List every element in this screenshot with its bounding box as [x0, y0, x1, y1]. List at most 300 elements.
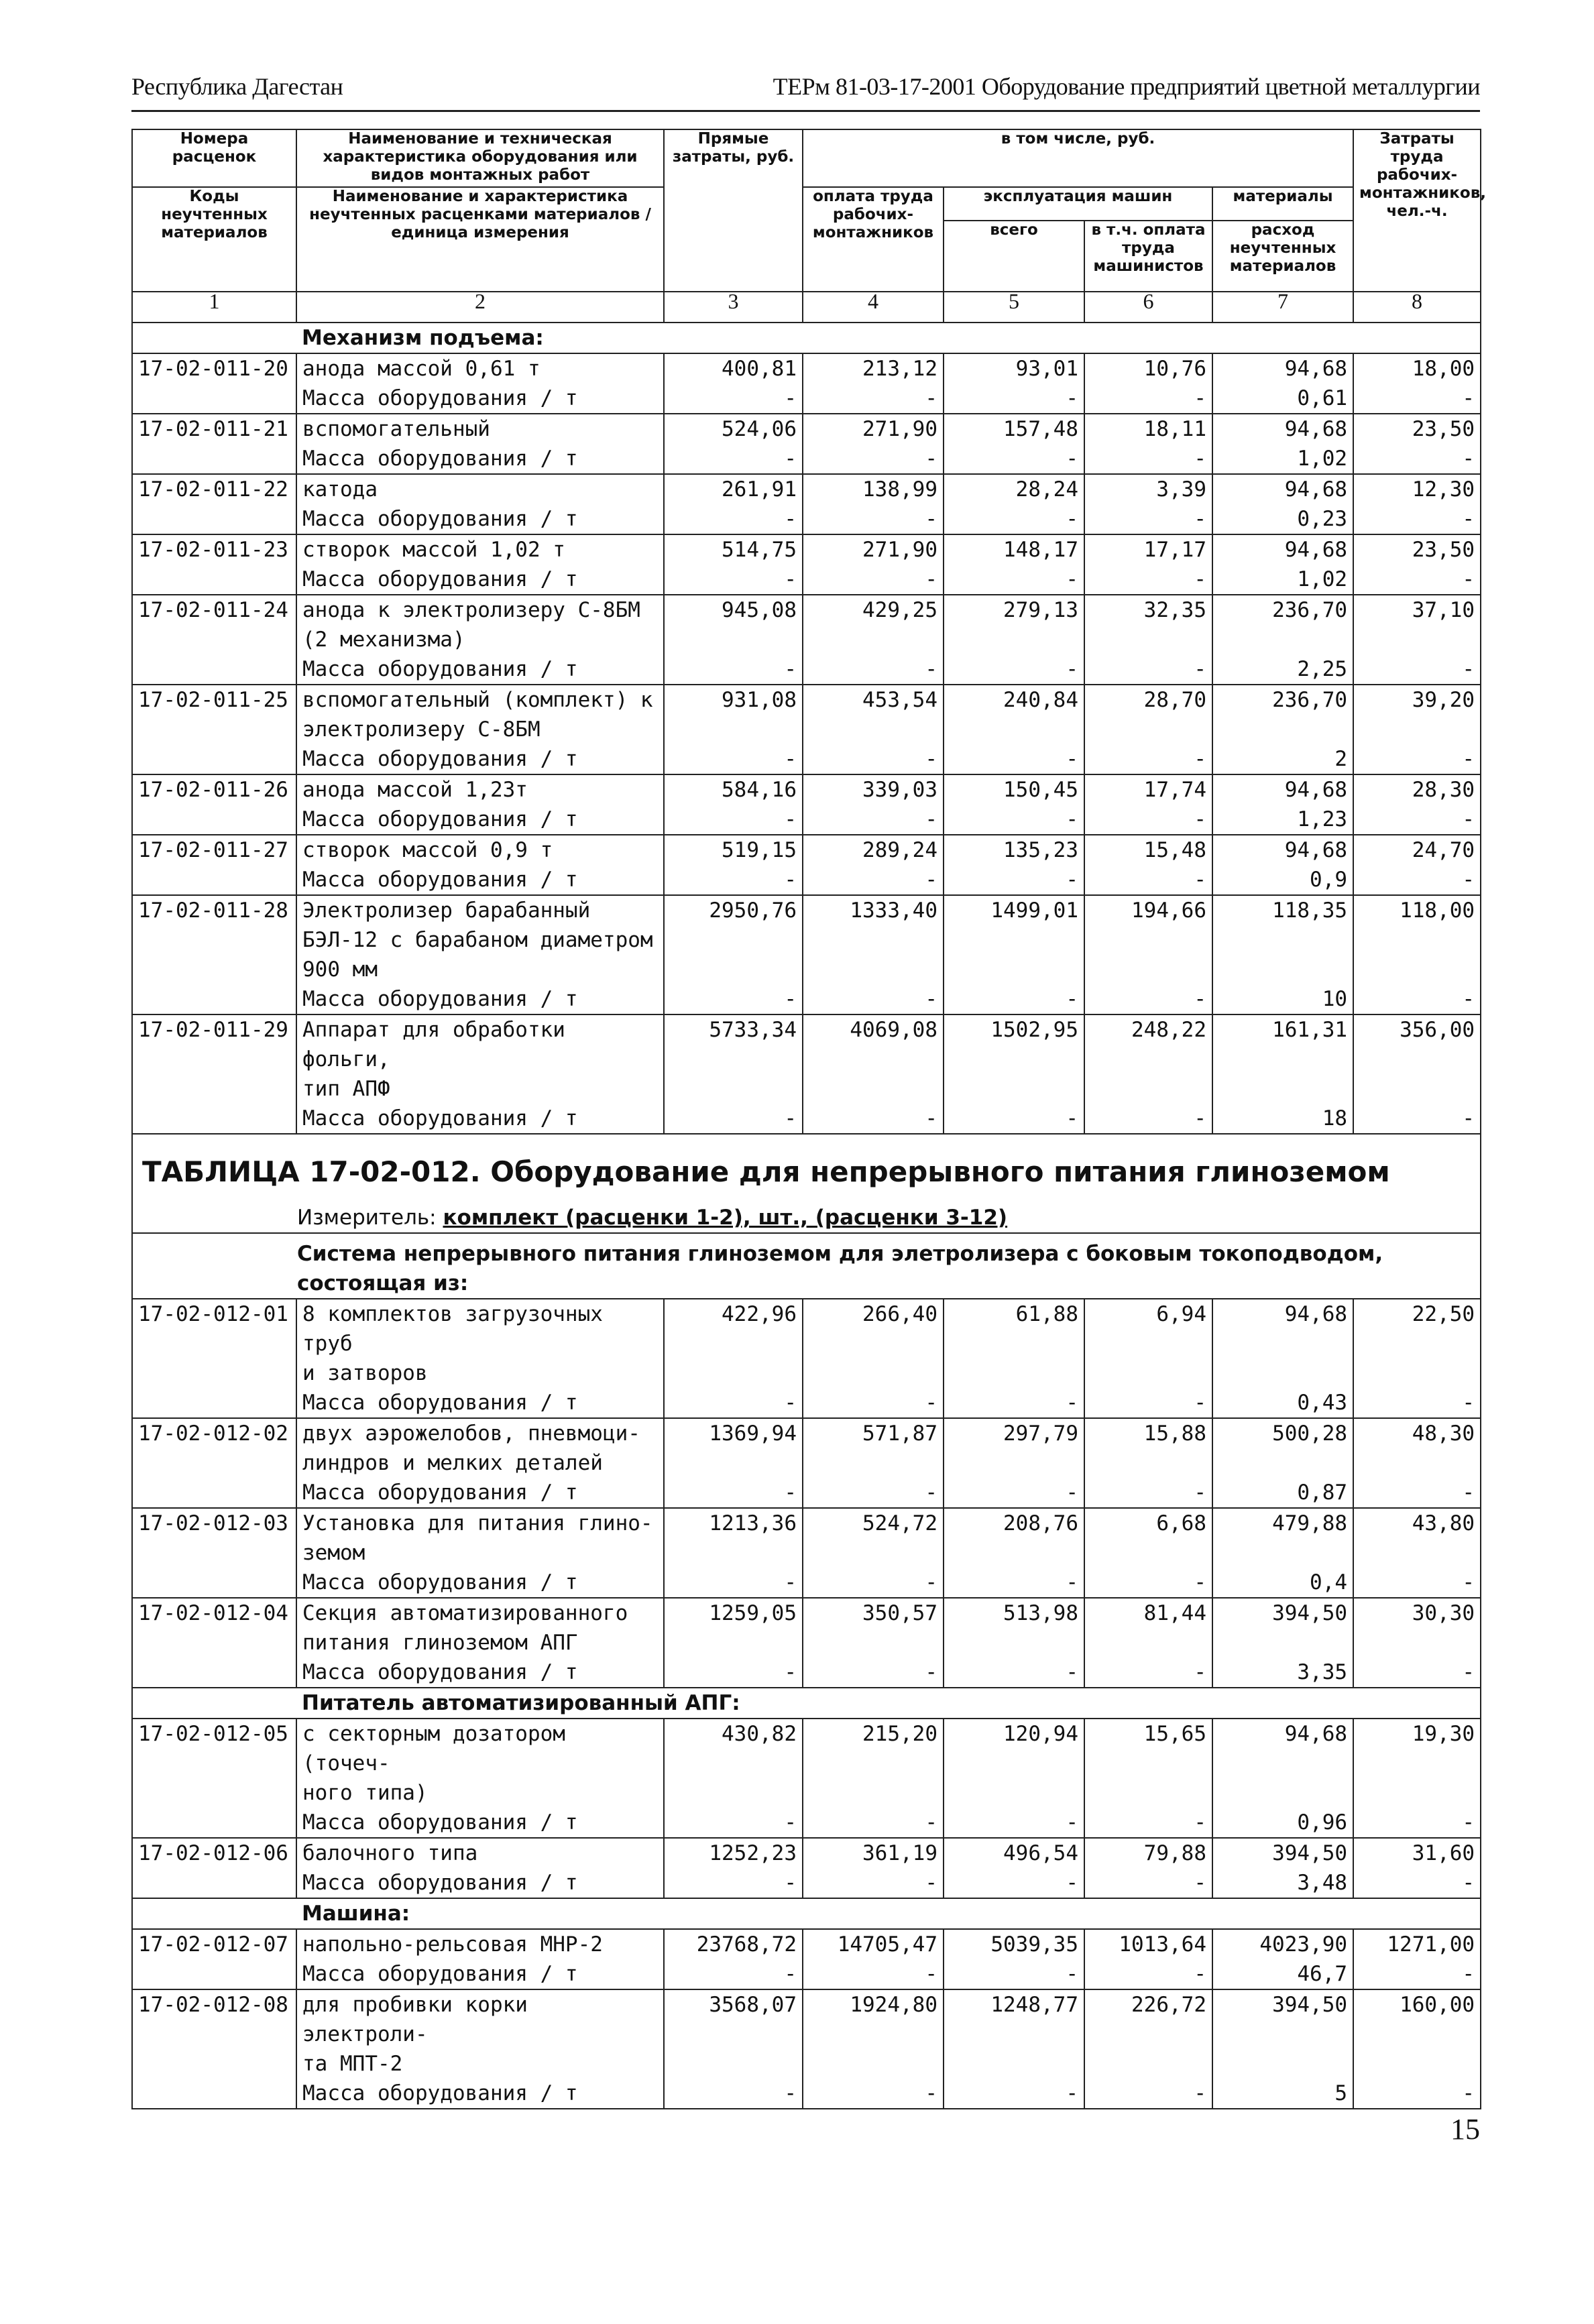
dash-cell: -: [664, 984, 803, 1014]
mass-row: [132, 565, 1481, 595]
dash-cell: -: [664, 1478, 803, 1508]
mass-code-cell: [132, 1808, 296, 1838]
mass-code-cell: [132, 1478, 296, 1508]
direct-cost-value: 23768,72: [664, 1929, 803, 1959]
labor-pay-value: 361,19: [803, 1838, 944, 1868]
dash-cell: -: [1353, 1478, 1481, 1508]
labor-pay-value: 429,25: [803, 595, 944, 654]
drivers-pay-value: 15,88: [1084, 1418, 1212, 1478]
dash-cell: -: [944, 504, 1084, 534]
dash-cell: -: [803, 1808, 944, 1838]
direct-cost-value: 5733,34: [664, 1014, 803, 1104]
labor-hours-value: 160,00: [1353, 1989, 1481, 2079]
drivers-pay-value: 17,17: [1084, 534, 1212, 565]
rate-code: 17-02-011-28: [132, 895, 296, 984]
machines-total-value: 135,23: [944, 835, 1084, 865]
mass-value: 2,25: [1212, 654, 1353, 685]
mass-code-cell: [132, 984, 296, 1014]
mass-value: 2: [1212, 744, 1353, 774]
rate-description-line: ного типа): [302, 1781, 428, 1805]
table-row: [132, 835, 1481, 865]
mass-label: Масса оборудования / т: [296, 565, 664, 595]
rates-table: [131, 129, 1486, 2109]
rate-code: 17-02-012-01: [132, 1299, 296, 1388]
dash-cell: -: [664, 1658, 803, 1688]
labor-hours-value: 23,50: [1353, 414, 1481, 444]
drivers-pay-value: 81,44: [1084, 1598, 1212, 1658]
mass-value: 1,02: [1212, 565, 1353, 595]
dash-cell: -: [664, 1959, 803, 1989]
dash-cell: -: [803, 654, 944, 685]
table-row: [132, 895, 1481, 984]
running-header-region: Республика Дагестан: [131, 73, 343, 100]
header-direct-costs: Прямые затраты, руб.: [664, 129, 803, 292]
rate-description-line: 900 мм: [302, 957, 378, 982]
dash-cell: -: [944, 1104, 1084, 1134]
header-including: в том числе, руб.: [803, 129, 1353, 187]
labor-pay-value: 215,20: [803, 1719, 944, 1808]
drivers-pay-value: 15,48: [1084, 835, 1212, 865]
mass-label: Масса оборудования / т: [296, 654, 664, 685]
mass-label: Масса оборудования / т: [296, 865, 664, 895]
mass-label: Масса оборудования / т: [296, 805, 664, 835]
table2-system-row: [132, 1233, 1481, 1299]
column-number: 7: [1212, 292, 1353, 323]
labor-hours-value: 18,00: [1353, 353, 1481, 384]
dash-cell: -: [664, 1568, 803, 1598]
dash-cell: -: [944, 2079, 1084, 2109]
header-labor-costs: Затраты труда рабочих-монтажников, чел.-ч.: [1353, 129, 1481, 292]
mass-code-cell: [132, 805, 296, 835]
materials-value: 94,68: [1212, 353, 1353, 384]
labor-hours-value: 48,30: [1353, 1418, 1481, 1478]
mass-code-cell: [132, 565, 296, 595]
dash-cell: -: [1353, 1868, 1481, 1898]
dash-cell: -: [664, 865, 803, 895]
rate-description: [296, 1508, 664, 1568]
rate-code: 17-02-011-24: [132, 595, 296, 654]
mass-code-cell: [132, 654, 296, 685]
machines-total-value: 157,48: [944, 414, 1084, 444]
mass-value: 3,48: [1212, 1868, 1353, 1898]
dash-cell: -: [664, 2079, 803, 2109]
dash-cell: -: [803, 744, 944, 774]
dash-cell: -: [944, 1568, 1084, 1598]
mass-value: 1,23: [1212, 805, 1353, 835]
dash-cell: -: [1084, 2079, 1212, 2109]
direct-cost-value: 519,15: [664, 835, 803, 865]
rate-description: [296, 685, 664, 744]
dash-cell: -: [944, 1388, 1084, 1418]
mass-row: [132, 865, 1481, 895]
mass-label: Масса оборудования / т: [296, 504, 664, 534]
column-number: 2: [296, 292, 664, 323]
rate-description-line: двух аэрожелобов, пневмоци-: [302, 1421, 640, 1446]
mass-row: [132, 384, 1481, 414]
dash-cell: -: [664, 744, 803, 774]
materials-value: 394,50: [1212, 1989, 1353, 2079]
system-title: Система непрерывного питания глиноземом для элетролизера с боковым токоподводом, состоящая из:: [297, 1242, 1383, 1295]
direct-cost-value: 1213,36: [664, 1508, 803, 1568]
page-number: 15: [1450, 2113, 1480, 2146]
dash-cell: -: [803, 1568, 944, 1598]
rate-code: 17-02-012-07: [132, 1929, 296, 1959]
rate-code: 17-02-012-06: [132, 1838, 296, 1868]
table-row: [132, 1014, 1481, 1104]
mass-code-cell: [132, 865, 296, 895]
drivers-pay-value: 1013,64: [1084, 1929, 1212, 1959]
machines-total-value: 279,13: [944, 595, 1084, 654]
rate-description-line: тип АПФ: [302, 1077, 390, 1101]
header-name-bottom: Наименование и характеристика неучтенных расценками материалов / единица измерения: [296, 187, 664, 292]
rate-description-line: и затворов: [302, 1361, 428, 1385]
mass-code-cell: [132, 1658, 296, 1688]
mass-value: 0,61: [1212, 384, 1353, 414]
section-title-row: [132, 1898, 1481, 1929]
rate-code: 17-02-011-20: [132, 353, 296, 384]
materials-value: 394,50: [1212, 1598, 1353, 1658]
mass-row: [132, 1808, 1481, 1838]
mass-code-cell: [132, 384, 296, 414]
direct-cost-value: 3568,07: [664, 1989, 803, 2079]
rate-description-line: катода: [302, 477, 378, 502]
materials-value: 94,68: [1212, 414, 1353, 444]
rate-description-line: для пробивки корки электроли-: [302, 1993, 528, 2046]
mass-row: [132, 1478, 1481, 1508]
labor-pay-value: 271,90: [803, 414, 944, 444]
running-header-document-title: ТЕРм 81-03-17-2001 Оборудование предприятий цветной металлургии: [773, 73, 1480, 100]
dash-cell: -: [803, 865, 944, 895]
mass-label: Масса оборудования / т: [296, 1388, 664, 1418]
mass-label: Масса оборудования / т: [296, 1808, 664, 1838]
dash-cell: -: [1353, 654, 1481, 685]
dash-cell: -: [1084, 1658, 1212, 1688]
labor-pay-value: 339,03: [803, 774, 944, 805]
mass-value: 0,9: [1212, 865, 1353, 895]
labor-hours-value: 19,30: [1353, 1719, 1481, 1808]
column-number: 1: [132, 292, 296, 323]
labor-pay-value: 4069,08: [803, 1014, 944, 1104]
labor-pay-value: 524,72: [803, 1508, 944, 1568]
labor-hours-value: 12,30: [1353, 474, 1481, 504]
dash-cell: -: [1353, 1959, 1481, 1989]
labor-pay-value: 138,99: [803, 474, 944, 504]
dash-cell: -: [1084, 984, 1212, 1014]
table-row: [132, 1299, 1481, 1388]
header-total: всего: [944, 221, 1084, 292]
dash-cell: -: [664, 805, 803, 835]
dash-cell: -: [1353, 384, 1481, 414]
section-title: Механизм подъема:: [302, 326, 544, 350]
dash-cell: -: [944, 1959, 1084, 1989]
labor-hours-value: 31,60: [1353, 1838, 1481, 1868]
labor-hours-value: 23,50: [1353, 534, 1481, 565]
table-row: [132, 1838, 1481, 1868]
mass-code-cell: [132, 1959, 296, 1989]
dash-cell: -: [664, 444, 803, 474]
mass-value: 0,87: [1212, 1478, 1353, 1508]
drivers-pay-value: 6,68: [1084, 1508, 1212, 1568]
dash-cell: -: [944, 565, 1084, 595]
labor-pay-value: 1924,80: [803, 1989, 944, 2079]
dash-cell: -: [944, 805, 1084, 835]
table-row: [132, 414, 1481, 444]
mass-label: Масса оборудования / т: [296, 744, 664, 774]
table-row: [132, 353, 1481, 384]
rate-code: 17-02-011-22: [132, 474, 296, 504]
dash-cell: -: [803, 805, 944, 835]
table-row: [132, 1598, 1481, 1658]
dash-cell: -: [1353, 805, 1481, 835]
rate-description: [296, 1598, 664, 1658]
rate-description: [296, 1989, 664, 2079]
materials-value: 94,68: [1212, 835, 1353, 865]
header-materials: материалы: [1212, 187, 1353, 221]
dash-cell: -: [1353, 504, 1481, 534]
rate-description-line: линдров и мелких деталей: [302, 1451, 603, 1475]
rate-code: 17-02-012-04: [132, 1598, 296, 1658]
machines-total-value: 513,98: [944, 1598, 1084, 1658]
mass-code-cell: [132, 1568, 296, 1598]
labor-hours-value: 39,20: [1353, 685, 1481, 744]
rate-description-line: 8 комплектов загрузочных труб: [302, 1302, 603, 1356]
rate-description: [296, 1418, 664, 1478]
direct-cost-value: 422,96: [664, 1299, 803, 1388]
labor-pay-value: 266,40: [803, 1299, 944, 1388]
dash-cell: -: [1084, 865, 1212, 895]
dash-cell: -: [803, 1478, 944, 1508]
drivers-pay-value: 28,70: [1084, 685, 1212, 744]
mass-value: 0,43: [1212, 1388, 1353, 1418]
rate-description-line: та МПТ-2: [302, 2052, 403, 2076]
materials-value: 94,68: [1212, 534, 1353, 565]
dash-cell: -: [944, 1478, 1084, 1508]
table2-title-row: [132, 1134, 1481, 1194]
materials-value: 94,68: [1212, 1719, 1353, 1808]
direct-cost-value: 1252,23: [664, 1838, 803, 1868]
mass-code-cell: [132, 1388, 296, 1418]
dash-cell: -: [944, 1658, 1084, 1688]
rate-code: 17-02-011-23: [132, 534, 296, 565]
dash-cell: -: [1353, 565, 1481, 595]
header-incl-drivers: в т.ч. оплата труда машинистов: [1084, 221, 1212, 292]
dash-cell: -: [664, 1388, 803, 1418]
rate-description: [296, 474, 664, 504]
drivers-pay-value: 6,94: [1084, 1299, 1212, 1388]
materials-value: 161,31: [1212, 1014, 1353, 1104]
dash-cell: -: [1084, 1568, 1212, 1598]
rate-description: [296, 835, 664, 865]
rate-code: 17-02-011-26: [132, 774, 296, 805]
drivers-pay-value: 248,22: [1084, 1014, 1212, 1104]
rate-description-line: анода массой 0,61 т: [302, 357, 540, 381]
rate-code: 17-02-012-05: [132, 1719, 296, 1808]
rate-description-line: створок массой 0,9 т: [302, 838, 553, 862]
dash-cell: -: [803, 504, 944, 534]
rate-code: 17-02-012-08: [132, 1989, 296, 2079]
mass-row: [132, 1868, 1481, 1898]
labor-hours-value: 43,80: [1353, 1508, 1481, 1568]
dash-cell: -: [803, 384, 944, 414]
rate-description-line: балочного типа: [302, 1841, 478, 1865]
dash-cell: -: [944, 384, 1084, 414]
mass-row: [132, 1658, 1481, 1688]
dash-cell: -: [944, 984, 1084, 1014]
materials-value: 394,50: [1212, 1838, 1353, 1868]
rate-description-line: створок массой 1,02 т: [302, 538, 565, 562]
dash-cell: -: [1084, 1104, 1212, 1134]
rate-description: [296, 534, 664, 565]
machines-total-value: 28,24: [944, 474, 1084, 504]
table-row: [132, 774, 1481, 805]
labor-pay-value: 271,90: [803, 534, 944, 565]
table-header: [132, 129, 1486, 323]
rate-description: [296, 1838, 664, 1868]
mass-label: Масса оборудования / т: [296, 1959, 664, 1989]
column-number: 6: [1084, 292, 1212, 323]
materials-value: 236,70: [1212, 595, 1353, 654]
mass-row: [132, 805, 1481, 835]
rate-description: [296, 1299, 664, 1388]
machines-total-value: 496,54: [944, 1838, 1084, 1868]
rate-description-line: анода к электролизеру С-8БМ: [302, 598, 640, 622]
column-numbers-row: [132, 292, 1481, 323]
direct-cost-value: 584,16: [664, 774, 803, 805]
materials-value: 236,70: [1212, 685, 1353, 744]
mass-row: [132, 2079, 1481, 2109]
dash-cell: -: [1084, 1808, 1212, 1838]
header-consumption: расход неучтенных материалов: [1212, 221, 1353, 292]
table-row: [132, 534, 1481, 565]
rate-code: 17-02-011-29: [132, 1014, 296, 1104]
labor-pay-value: 14705,47: [803, 1929, 944, 1959]
dash-cell: -: [944, 654, 1084, 685]
mass-value: 0,96: [1212, 1808, 1353, 1838]
mass-row: [132, 984, 1481, 1014]
mass-value: 1,02: [1212, 444, 1353, 474]
table-row: [132, 1418, 1481, 1478]
measure-value: комплект (расценки 1-2), шт., (расценки 3-12): [443, 1206, 1008, 1230]
dash-cell: -: [1084, 744, 1212, 774]
rate-code: 17-02-011-21: [132, 414, 296, 444]
dash-cell: -: [1084, 1388, 1212, 1418]
dash-cell: -: [1084, 565, 1212, 595]
rate-code: 17-02-012-03: [132, 1508, 296, 1568]
dash-cell: -: [1084, 1478, 1212, 1508]
mass-value: 18: [1212, 1104, 1353, 1134]
dash-cell: -: [664, 504, 803, 534]
column-number: 4: [803, 292, 944, 323]
rate-description: [296, 353, 664, 384]
labor-hours-value: 1271,00: [1353, 1929, 1481, 1959]
dash-cell: -: [944, 744, 1084, 774]
mass-label: Масса оборудования / т: [296, 2079, 664, 2109]
mass-label: Масса оборудования / т: [296, 444, 664, 474]
dash-cell: -: [1084, 654, 1212, 685]
labor-hours-value: 37,10: [1353, 595, 1481, 654]
direct-cost-value: 430,82: [664, 1719, 803, 1808]
mass-row: [132, 504, 1481, 534]
dash-cell: -: [803, 444, 944, 474]
direct-cost-value: 1369,94: [664, 1418, 803, 1478]
column-number: 3: [664, 292, 803, 323]
dash-cell: -: [664, 1868, 803, 1898]
table-row: [132, 1929, 1481, 1959]
rate-description-line: вспомогательный: [302, 417, 490, 441]
labor-hours-value: 118,00: [1353, 895, 1481, 984]
drivers-pay-value: 32,35: [1084, 595, 1212, 654]
mass-label: Масса оборудования / т: [296, 1104, 664, 1134]
header-labor-pay: оплата труда рабочих-монтажников: [803, 187, 944, 292]
labor-hours-value: 30,30: [1353, 1598, 1481, 1658]
table-row: [132, 595, 1481, 654]
dash-cell: -: [944, 1868, 1084, 1898]
mass-code-cell: [132, 504, 296, 534]
materials-value: 94,68: [1212, 474, 1353, 504]
machines-total-value: 1248,77: [944, 1989, 1084, 2079]
dash-cell: -: [1353, 1568, 1481, 1598]
materials-value: 4023,90: [1212, 1929, 1353, 1959]
direct-cost-value: 1259,05: [664, 1598, 803, 1658]
rate-description: [296, 895, 664, 984]
mass-row: [132, 1388, 1481, 1418]
drivers-pay-value: 79,88: [1084, 1838, 1212, 1868]
table2-measure-row: [132, 1194, 1481, 1233]
labor-pay-value: 571,87: [803, 1418, 944, 1478]
dash-cell: -: [1353, 744, 1481, 774]
labor-hours-value: 24,70: [1353, 835, 1481, 865]
mass-label: Масса оборудования / т: [296, 1478, 664, 1508]
dash-cell: -: [1084, 444, 1212, 474]
dash-cell: -: [803, 1658, 944, 1688]
materials-value: 94,68: [1212, 774, 1353, 805]
mass-code-cell: [132, 2079, 296, 2109]
column-number: 8: [1353, 292, 1481, 323]
drivers-pay-value: 15,65: [1084, 1719, 1212, 1808]
measure-label: Измеритель:: [297, 1206, 443, 1230]
mass-label: Масса оборудования / т: [296, 1568, 664, 1598]
dash-cell: -: [1084, 1868, 1212, 1898]
direct-cost-value: 400,81: [664, 353, 803, 384]
section-title-row: [132, 323, 1481, 353]
mass-label: Масса оборудования / т: [296, 984, 664, 1014]
labor-pay-value: 289,24: [803, 835, 944, 865]
rate-description: [296, 1719, 664, 1808]
direct-cost-value: 2950,76: [664, 895, 803, 984]
table-row: [132, 1719, 1481, 1808]
machines-total-value: 240,84: [944, 685, 1084, 744]
dash-cell: -: [1084, 805, 1212, 835]
dash-cell: -: [1353, 865, 1481, 895]
mass-row: [132, 1104, 1481, 1134]
table-row: [132, 1989, 1481, 2079]
drivers-pay-value: 226,72: [1084, 1989, 1212, 2079]
table-row: [132, 474, 1481, 504]
dash-cell: -: [1353, 1104, 1481, 1134]
dash-cell: -: [1353, 2079, 1481, 2109]
dash-cell: -: [664, 384, 803, 414]
dash-cell: -: [664, 565, 803, 595]
machines-total-value: 150,45: [944, 774, 1084, 805]
direct-cost-value: 945,08: [664, 595, 803, 654]
rate-code: 17-02-011-27: [132, 835, 296, 865]
dash-cell: -: [803, 984, 944, 1014]
dash-cell: -: [803, 1868, 944, 1898]
drivers-pay-value: 18,11: [1084, 414, 1212, 444]
materials-value: 500,28: [1212, 1418, 1353, 1478]
rate-description-line: напольно-рельсовая МНР-2: [302, 1932, 603, 1957]
rate-code: 17-02-011-25: [132, 685, 296, 744]
